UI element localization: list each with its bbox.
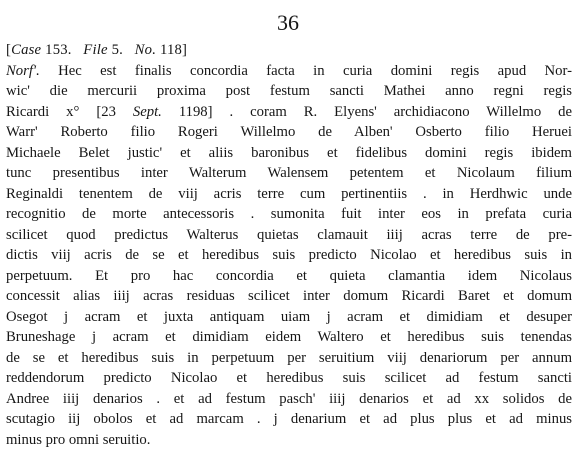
text-line — [6, 102, 572, 123]
text-line — [6, 368, 572, 389]
text-segment: scilicet quod predictus Walterus quietas clamauit iiij acras terre de pre- — [6, 227, 572, 243]
text-line — [6, 81, 572, 102]
text-segment: Andree iiij denarios . et ad festum pasch' iiij denarios et ad xx solidos de — [6, 391, 572, 407]
text-segment: Bruneshage j acram et dimidiam eidem Waltero et heredibus suis tenendas — [6, 329, 572, 345]
document-body — [6, 40, 572, 450]
text-line — [6, 225, 572, 246]
text-segment: dictis viij acris de se et heredibus suis predicto Nicolao et heredibus suis in — [6, 247, 572, 263]
italic-segment: Sept. — [133, 104, 162, 120]
text-line — [6, 409, 572, 430]
text-segment: perpetuum. Et pro hac concordia et quieta clamantia idem Nicolaus — [6, 268, 572, 284]
text-segment: Osegot j acram et juxta antiquam uiam j acram et dimidiam et desuper — [6, 309, 572, 325]
no-number: 118] — [156, 42, 187, 58]
text-segment: concessit alias iiij acras residuas scilicet inter domum Ricardi Baret et domum — [6, 288, 572, 304]
text-segment: wic' die mercurii proxima post festum sancti Mathei anno regni regis — [6, 83, 572, 99]
text-segment: Michaele Belet justic' et aliis baronibus et fidelibus domini regis ibidem — [6, 145, 572, 161]
text-line — [6, 307, 572, 328]
text-line — [6, 286, 572, 307]
file-number: 5. — [108, 42, 123, 58]
text-line — [6, 204, 572, 225]
case-ref-open: [ — [6, 42, 11, 58]
case-label: Case — [11, 42, 41, 58]
text-segment: recognitio de morte antecessoris . sumonita fuit inter eos in prefata curia — [6, 206, 572, 222]
text-line — [6, 61, 572, 82]
text-segment: Hec est finalis concordia facta in curia domini regis apud Nor- — [40, 63, 572, 79]
text-line — [6, 122, 572, 143]
text-segment: scutagio iij obolos et ad marcam . j denarium et ad plus plus et ad minus — [6, 411, 572, 427]
file-label: File — [83, 42, 107, 58]
text-line — [6, 389, 572, 410]
text-line — [6, 266, 572, 287]
text-segment: reddendorum predicto Nicolao et heredibus suis scilicet ad festum sancti — [6, 370, 572, 386]
text-segment: Warr' Roberto filio Rogeri Willelmo de Alben' Osberto filio Heruei — [6, 124, 572, 140]
text-line — [6, 143, 572, 164]
page-number: 36 — [0, 10, 576, 36]
text-segment: minus pro omni seruitio. — [6, 432, 150, 448]
text-segment: Ricardi x° [23 — [6, 104, 133, 120]
text-line — [6, 348, 572, 369]
no-label: No. — [135, 42, 156, 58]
text-line — [6, 430, 572, 450]
text-segment: de se et heredibus suis in perpetuum per seruitium viij denariorum per annum — [6, 350, 572, 366]
case-reference — [6, 40, 572, 61]
text-lines — [6, 61, 572, 450]
text-line — [6, 184, 572, 205]
text-line — [6, 245, 572, 266]
text-segment: Reginaldi tenentem de viij acris terre cum pertinentiis . in Herdhwic unde — [6, 186, 572, 202]
text-line — [6, 327, 572, 348]
text-line — [6, 163, 572, 184]
case-number: 153. — [41, 42, 71, 58]
italic-segment: Norf'. — [6, 63, 40, 79]
text-segment: tunc presentibus inter Walterum Walensem petentem et Nicolaum filium — [6, 165, 572, 181]
text-segment: 1198] . coram R. Elyens' archidiacono Willelmo de — [162, 104, 572, 120]
